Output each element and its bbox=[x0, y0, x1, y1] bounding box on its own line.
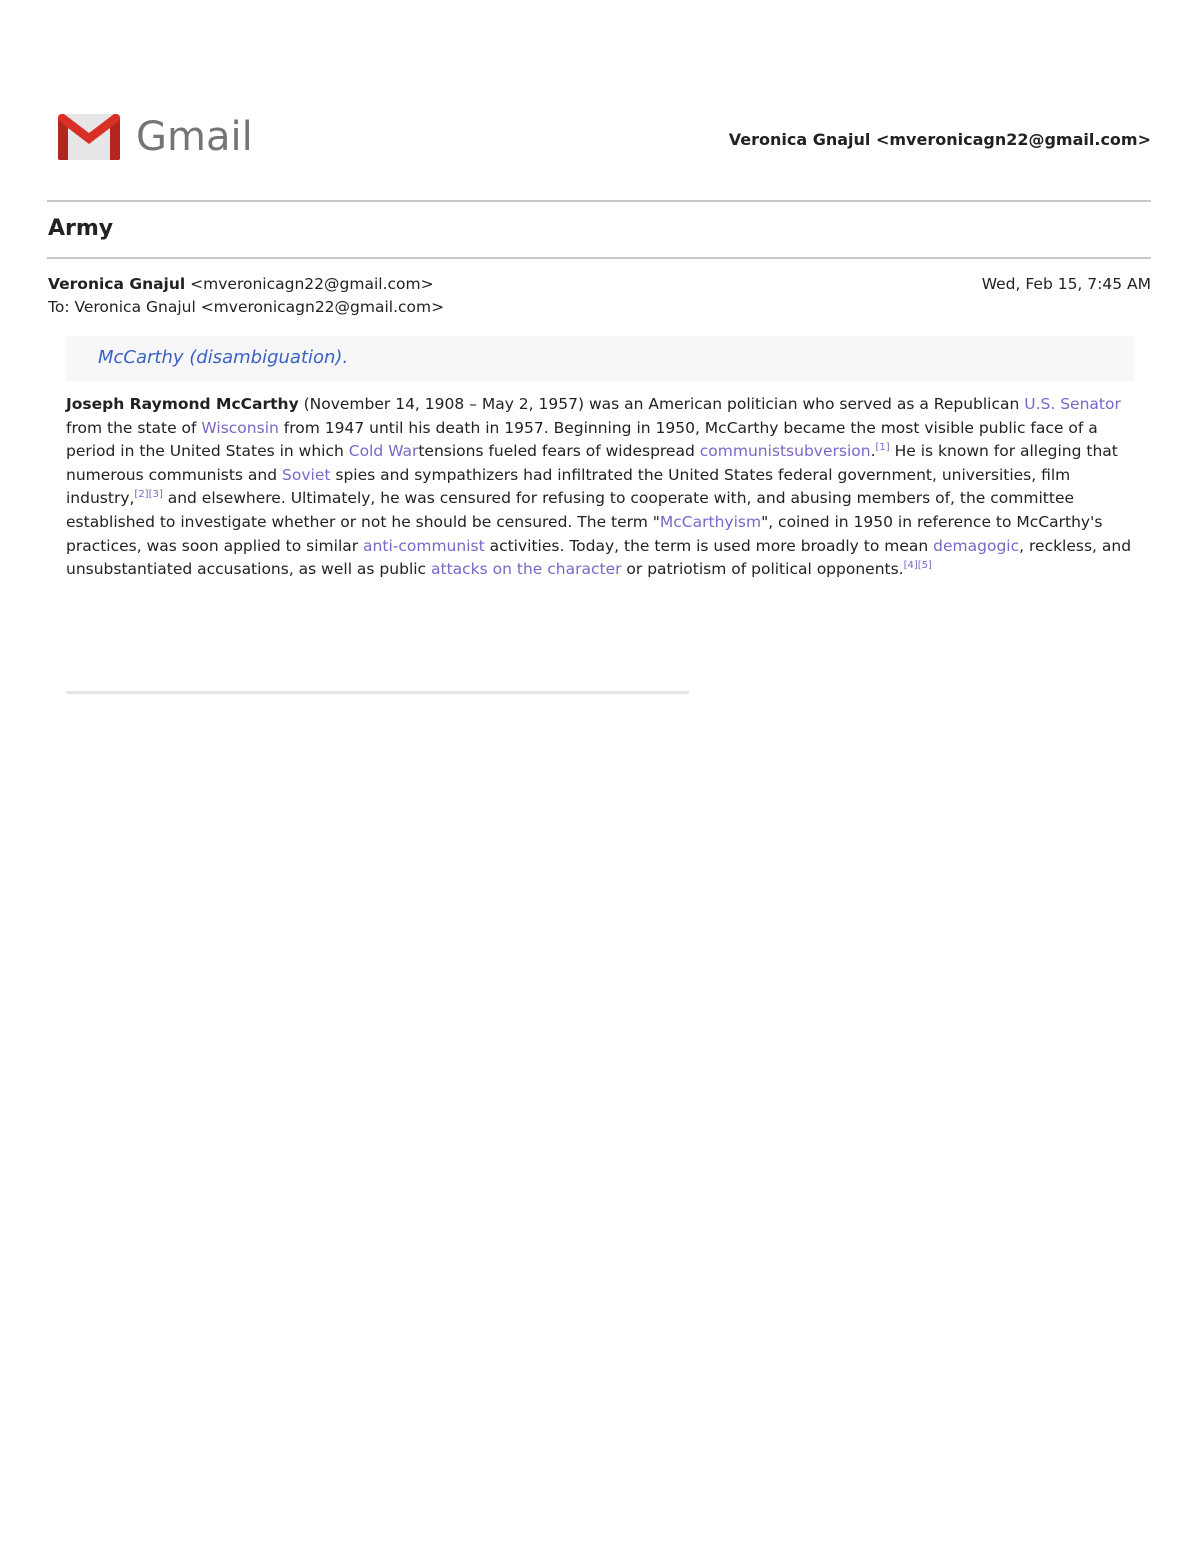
body-text: from the state of bbox=[66, 418, 202, 437]
email-body bbox=[66, 393, 1136, 582]
body-text: activities. Today, the term is used more broadly to mean bbox=[484, 536, 934, 555]
signature-divider bbox=[66, 691, 689, 694]
body-text: or patriotism of political opponents. bbox=[621, 560, 904, 579]
sender-line bbox=[48, 275, 434, 293]
link-us-senator[interactable]: U.S. Senator bbox=[1024, 395, 1121, 413]
link-soviet[interactable]: Soviet bbox=[282, 465, 331, 484]
body-text: ", coined in 1950 in reference to McCarthy's practices, was soon applied to similar bbox=[66, 512, 1103, 555]
sender-address: <mveronicagn22@gmail.com> bbox=[190, 275, 434, 293]
link-communist-subversion[interactable]: communistsubversion bbox=[699, 442, 871, 461]
sender-name: Veronica Gnajul bbox=[48, 275, 186, 293]
gmail-m-icon bbox=[56, 112, 122, 162]
link-demagogic[interactable]: demagogic bbox=[933, 536, 1020, 555]
link-cold-war[interactable]: Cold War bbox=[348, 442, 419, 461]
subject-divider bbox=[47, 257, 1151, 259]
disambiguation-notice bbox=[66, 336, 1134, 381]
citation-4[interactable]: [4] bbox=[903, 560, 918, 571]
gmail-logo bbox=[56, 112, 253, 162]
body-text: He is known for alleging that numerous communists and bbox=[66, 442, 1118, 484]
citation-3[interactable]: [3] bbox=[148, 489, 163, 501]
gmail-wordmark: Gmail bbox=[136, 114, 253, 160]
recipient-line: To: Veronica Gnajul <mveronicagn22@gmail.com> bbox=[48, 298, 445, 316]
account-label: Veronica Gnajul <mveronicagn22@gmail.com> bbox=[728, 130, 1151, 149]
citation-1[interactable]: [1] bbox=[875, 442, 890, 454]
link-mccarthyism[interactable]: McCarthyism bbox=[659, 512, 762, 531]
email-subject: Army bbox=[48, 216, 114, 241]
body-text: and elsewhere. Ultimately, he was censured for refusing to cooperate with, and abusing members of, the committee established to investigate whether or not he should be censured. The term " bbox=[66, 489, 1075, 531]
body-text: tensions fueled fears of widespread bbox=[418, 442, 700, 461]
link-attacks-on-character[interactable]: attacks on the character bbox=[431, 560, 622, 579]
body-text: . bbox=[870, 442, 876, 461]
email-date: Wed, Feb 15, 7:45 AM bbox=[981, 275, 1151, 293]
citation-5[interactable]: [5] bbox=[917, 560, 932, 571]
disambiguation-link[interactable]: McCarthy (disambiguation). bbox=[98, 347, 349, 368]
link-anti-communist[interactable]: anti-communist bbox=[363, 536, 485, 555]
body-text: from 1947 until his death in 1957. Beginning in 1950, McCarthy became the most visible public face of a period in the United States in which bbox=[66, 418, 1098, 461]
link-wisconsin[interactable]: Wisconsin bbox=[201, 418, 279, 437]
header-divider bbox=[47, 200, 1151, 202]
body-text: spies and sympathizers had infiltrated the United States federal government, universities, film industry, bbox=[66, 465, 1071, 508]
body-text: (November 14, 1908 – May 2, 1957) was an American politician who served as a Republican bbox=[298, 395, 1025, 413]
citation-2[interactable]: [2] bbox=[134, 489, 149, 501]
body-text: , reckless, and unsubstantiated accusations, as well as public bbox=[66, 536, 1132, 579]
subject-name: Joseph Raymond McCarthy bbox=[66, 395, 299, 413]
